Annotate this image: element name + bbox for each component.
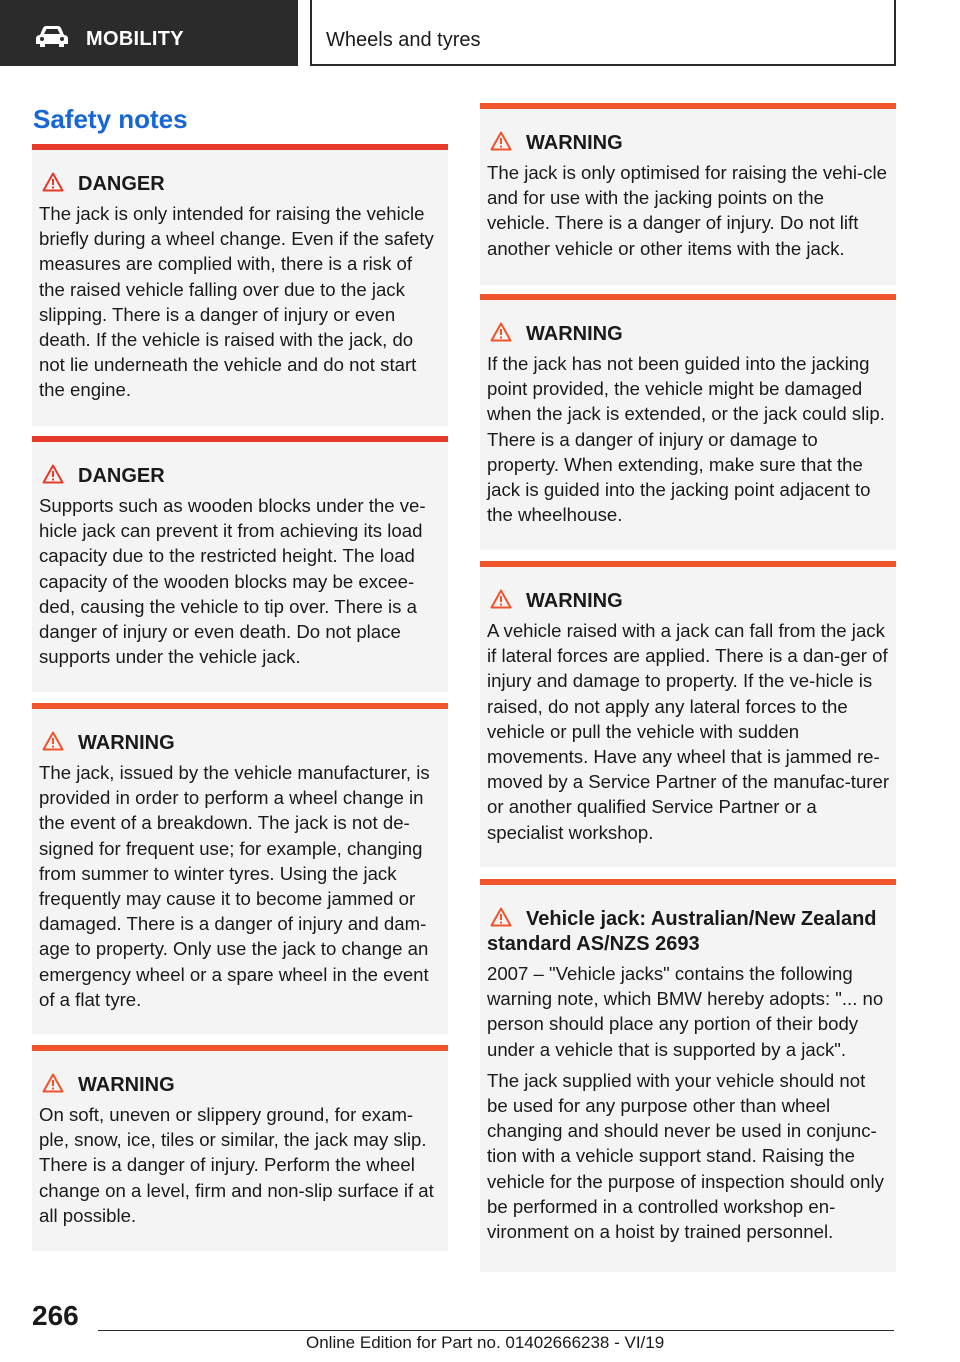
note-text: The jack is only intended for raising the vehicle briefly during a wheel change. Even if the safety measures are complied with, there is a risk of the raised vehicle falling over due to the jack slipping. There is a danger of injury or even death. If the vehicle is raised with the jack, do not lie underneath the vehicle and do not start the engine. — [39, 203, 434, 401]
note-title: WARNING — [480, 131, 896, 156]
danger-note — [32, 144, 448, 426]
warning-note — [480, 103, 896, 285]
note-title: WARNING — [32, 1073, 448, 1098]
standard-note — [480, 879, 896, 1272]
note-text: Supports such as wooden blocks under the ve-hicle jack can prevent it from achieving its load capacity due to the restricted height. The load capacity of the wooden blocks may be excee-ded, causing the vehicle to tip over. There is a danger of injury or even death. Do not place supports under the vehicle jack. — [39, 495, 426, 668]
note-title: DANGER — [32, 172, 448, 197]
footer-divider — [98, 1330, 894, 1331]
warning-triangle-icon — [42, 1073, 64, 1093]
note-title: DANGER — [32, 464, 448, 489]
chapter-label: Wheels and tyres — [326, 29, 481, 51]
warning-note — [480, 294, 896, 550]
warning-triangle-icon — [42, 172, 64, 192]
page-header — [0, 0, 960, 66]
section-tab — [0, 0, 298, 66]
note-title: WARNING — [480, 589, 896, 614]
warning-note — [480, 561, 896, 867]
note-title: WARNING — [32, 731, 448, 756]
warning-triangle-icon — [42, 731, 64, 751]
chapter-tab — [310, 0, 896, 66]
watermark-text — [306, 1333, 664, 1353]
note-text: 2007 – "Vehicle jacks" contains the following warning note, which BMW hereby adopts: "... no person should place any portion of their body under a vehicle that is supported by a jack". — [487, 963, 884, 1060]
note-text: The jack is only optimised for raising the vehi-cle and for use with the jacking points on the vehicle. There is a danger of injury. Do not lift another vehicle or other items with the jack. — [487, 162, 887, 259]
warning-triangle-icon — [490, 589, 512, 609]
warning-note — [32, 703, 448, 1034]
edition-text: Online Edition for Part no. 01402666238 - VI/19 — [306, 1333, 665, 1352]
note-text: The jack supplied with your vehicle should not be used for any purpose other than wheel changing and should never be used in conjunc-tion with a vehicle support stand. Raising the vehicle for the purpose of inspection should only be performed in a controlled workshop en-vironment on a hoist by trained personnel. — [487, 1069, 884, 1243]
car-icon — [34, 26, 70, 48]
warning-triangle-icon — [490, 907, 512, 927]
note-title: WARNING — [480, 322, 896, 347]
note-text: The jack, issued by the vehicle manufacturer, is provided in order to perform a wheel change in the event of a breakdown. The jack is not de-signed for frequent use; for example, changing from summer to winter tyres. Using the jack frequently may cause it to become jammed or damaged. There is a danger of injury and dam-age to property. Only use the jack to change an emergency wheel or a spare wheel in the event of a flat tyre. — [39, 762, 430, 1010]
note-title: Vehicle jack: Australian/New Zealand standard AS/NZS 2693 — [487, 908, 877, 955]
warning-note — [32, 1045, 448, 1251]
warning-triangle-icon — [42, 464, 64, 484]
page-number: 266 — [32, 1300, 79, 1331]
note-text: If the jack has not been guided into the jacking point provided, the vehicle might be damaged when the jack is extended, or the jack could slip. There is a danger of injury or damage to property. When extending, make sure that the jack is guided into the jacking point adjacent to the wheelhouse. — [487, 353, 885, 526]
note-text: A vehicle raised with a jack can fall from the jack if lateral forces are applied. There is a dan-ger of injury and damage to property. If the ve-hicle is raised, do not apply any lateral forces to the vehicle or pull the vehicle with sudden movements. Have any wheel that is jammed re-moved by a Service Partner of the manufac-turer or another qualified Service Partner or a specialist workshop. — [487, 620, 890, 843]
warning-triangle-icon — [490, 322, 512, 342]
page-title: Safety notes — [33, 104, 188, 134]
section-label: MOBILITY — [86, 28, 184, 50]
warning-triangle-icon — [490, 131, 512, 151]
note-text: On soft, uneven or slippery ground, for exam-ple, snow, ice, tiles or similar, the jack may slip. There is a danger of injury. Perform the wheel change on a level, firm and non-slip surface if at all possible. — [39, 1104, 434, 1226]
danger-note — [32, 436, 448, 692]
